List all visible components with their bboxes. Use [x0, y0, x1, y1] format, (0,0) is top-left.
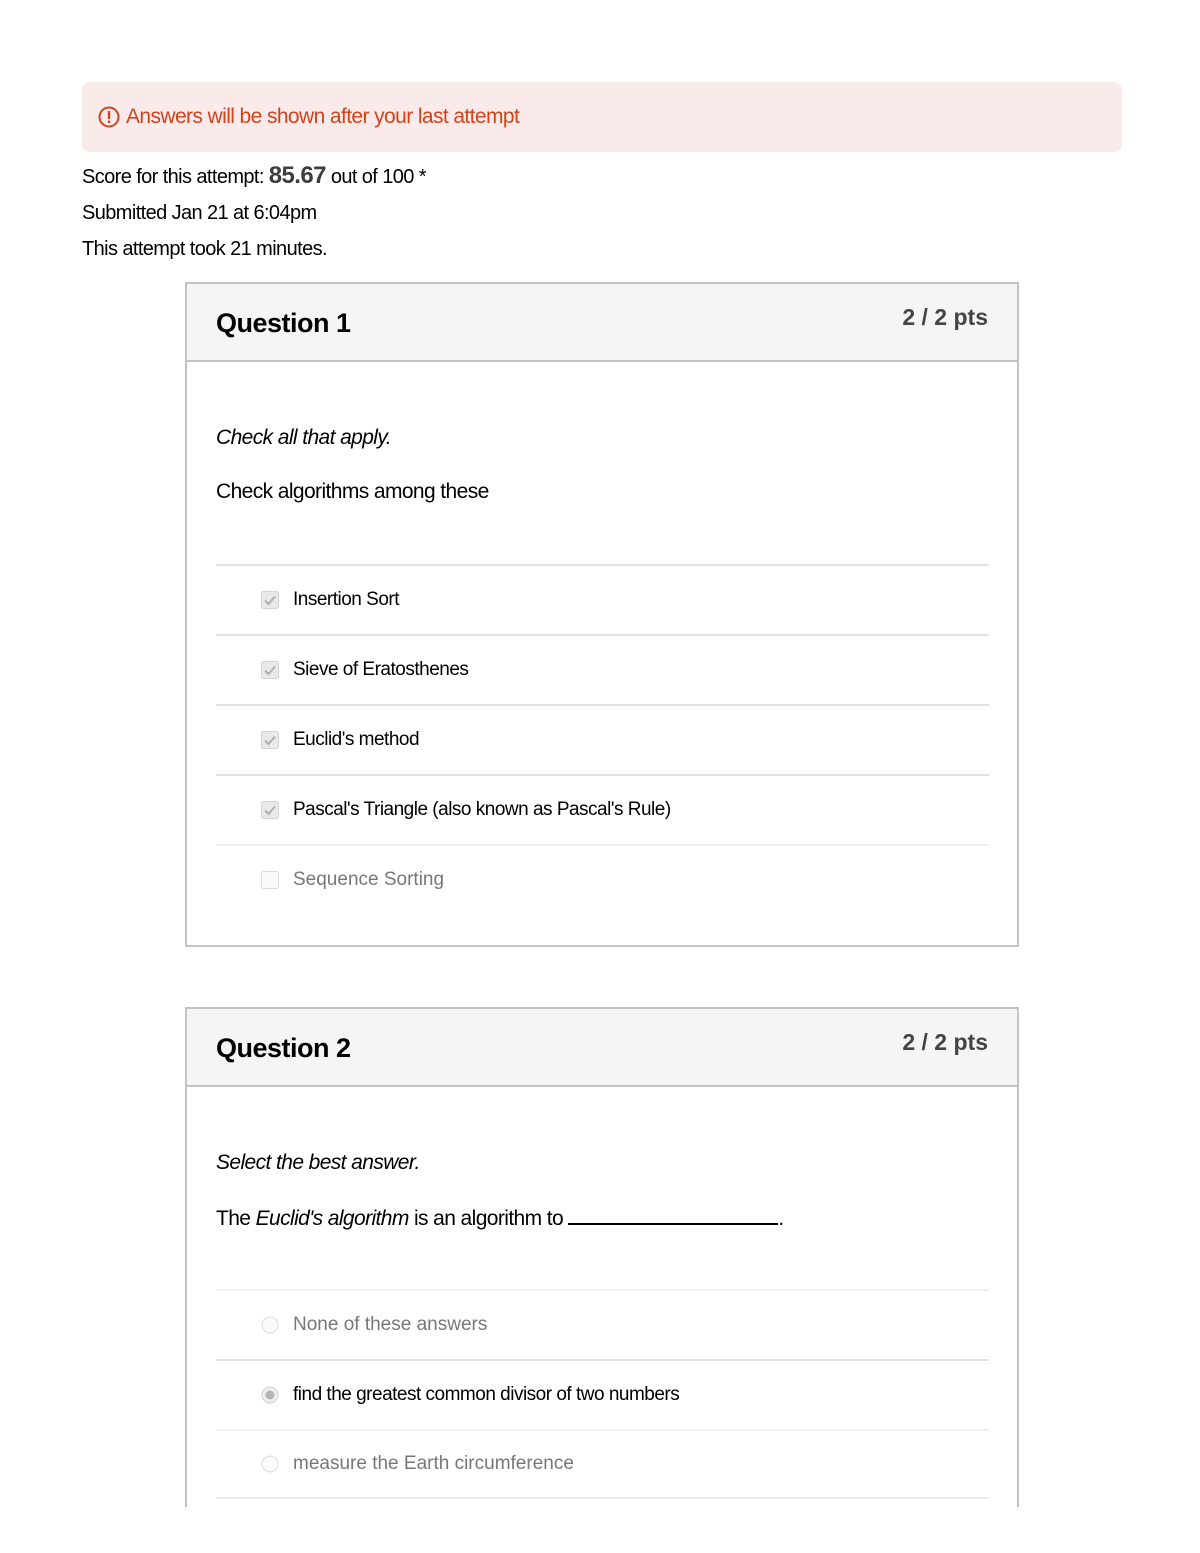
checkbox-checked-icon[interactable] [261, 731, 279, 749]
answer-option [216, 844, 989, 914]
answer-label: Sieve of Eratosthenes [293, 659, 469, 680]
question-header [187, 284, 1017, 362]
question-title: Question 2 [216, 1033, 351, 1063]
score-suffix: out of 100 * [325, 166, 426, 188]
answer-label: Pascal's Triangle (also known as Pascal's Rule) [293, 799, 671, 820]
answer-option [216, 1359, 989, 1429]
answers-hidden-alert [82, 82, 1122, 152]
question-instruction: Select the best answer. [216, 1151, 420, 1174]
submitted-line: Submitted Jan 21 at 6:04pm [82, 202, 317, 224]
score-value: 85.67 [268, 162, 326, 189]
checkbox-checked-icon[interactable] [261, 661, 279, 679]
answer-option [216, 634, 989, 704]
duration-line: This attempt took 21 minutes. [82, 238, 327, 260]
answer-label: measure the Earth circumference [293, 1453, 574, 1474]
answer-label: Euclid's method [293, 729, 420, 750]
fill-blank [568, 1205, 778, 1225]
question-points: 2 / 2 pts [902, 304, 988, 330]
prompt-text: The [216, 1207, 256, 1230]
answer-option [216, 564, 989, 634]
question-1 [185, 282, 1019, 947]
prompt-text: . [778, 1207, 784, 1230]
score-line [82, 158, 426, 195]
question-title: Question 1 [216, 308, 351, 338]
radio-unselected-icon[interactable] [261, 1455, 279, 1473]
question-2 [185, 1007, 1019, 1507]
question-instruction: Check all that apply. [216, 426, 391, 449]
answer-label: find the greatest common divisor of two numbers [293, 1384, 680, 1405]
answer-label: None of these answers [293, 1314, 488, 1335]
prompt-emphasis: Euclid's algorithm [255, 1207, 409, 1230]
question-header [187, 1009, 1017, 1087]
radio-selected-icon[interactable] [261, 1386, 279, 1404]
answer-option [216, 1289, 989, 1359]
question-prompt: Check algorithms among these [216, 480, 489, 503]
question-points: 2 / 2 pts [902, 1029, 988, 1055]
checkbox-checked-icon[interactable] [261, 591, 279, 609]
answer-list [216, 564, 989, 914]
answer-option [216, 704, 989, 774]
question-prompt [216, 1205, 784, 1231]
checkbox-checked-icon[interactable] [261, 801, 279, 819]
answer-option [216, 774, 989, 844]
alert-text: Answers will be shown after your last attempt [126, 105, 520, 128]
answer-label: Sequence Sorting [293, 869, 445, 890]
info-circle-icon [98, 106, 120, 128]
answer-option [216, 1429, 989, 1499]
prompt-text: is an algorithm to [408, 1207, 569, 1230]
answer-list [216, 1289, 989, 1499]
score-prefix: Score for this attempt: [82, 166, 269, 188]
answer-label: Insertion Sort [293, 589, 399, 610]
checkbox-unchecked-icon[interactable] [261, 871, 279, 889]
radio-unselected-icon[interactable] [261, 1316, 279, 1334]
attempt-summary [82, 158, 426, 267]
